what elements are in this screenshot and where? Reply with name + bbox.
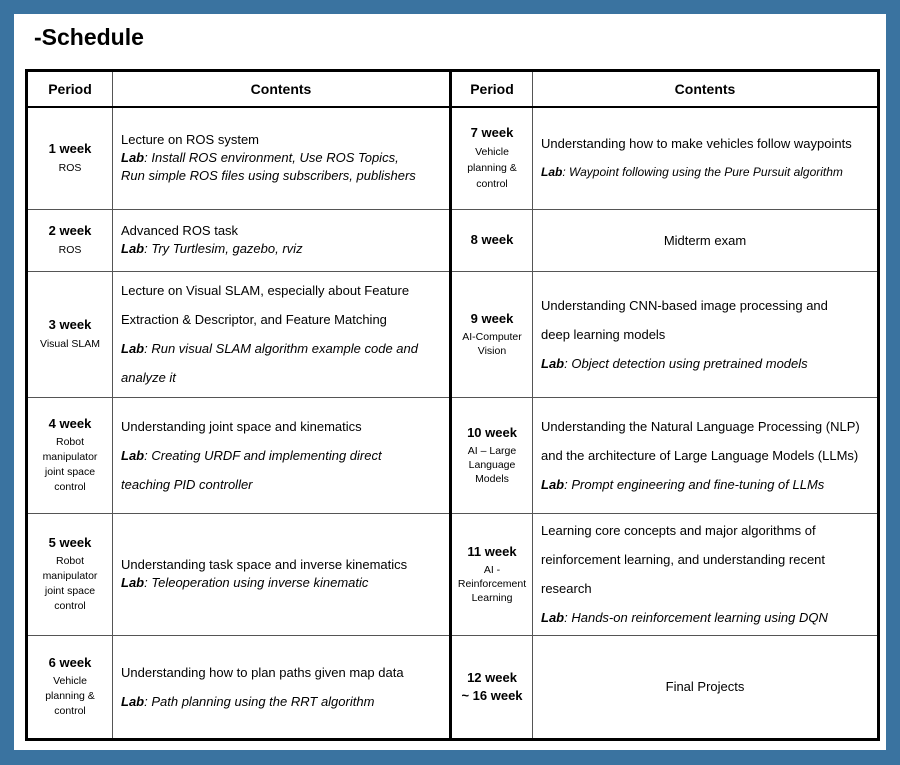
lab-tag: Lab [121, 447, 145, 463]
topic-label: Vision [477, 345, 507, 357]
lecture-text: Understanding joint space and kinematics [121, 418, 362, 434]
lab-text: Lab: Waypoint following using the Pure Pursuit algorithm [541, 165, 843, 180]
topic-label: control [54, 705, 86, 717]
lab-text: teaching PID controller [121, 476, 253, 492]
lab-tag: Lab [541, 476, 565, 492]
lab-text: Lab: Prompt engineering and fine-tuning of LLMs [541, 476, 825, 492]
lecture-text: Extraction & Descriptor, and Feature Matching [121, 312, 387, 327]
lecture-text: deep learning models [541, 326, 666, 342]
period-cell [451, 513, 533, 635]
table-row [27, 271, 879, 397]
table-row [27, 397, 879, 513]
lab-text: Lab: Creating URDF and implementing direct [121, 447, 382, 463]
lab-text: Lab: Install ROS environment, Use ROS Topics, [121, 150, 399, 166]
period-cell [27, 209, 113, 271]
week-label: 12 week [467, 669, 517, 685]
topic-label: control [54, 600, 86, 612]
contents-cell: Final Projects [533, 635, 879, 739]
lab-text: Lab: Path planning using the RRT algorithm [121, 693, 375, 709]
week-label: 3 week [48, 317, 92, 332]
topic-label: Learning [471, 592, 513, 604]
lecture-text: reinforcement learning, and understanding recent [541, 552, 826, 567]
lab-tag: Lab [541, 355, 565, 371]
table-row [27, 107, 879, 209]
period-cell [451, 271, 533, 397]
table-row [27, 513, 879, 635]
lab-tag: Lab [121, 150, 145, 166]
contents-header: Contents [113, 71, 451, 108]
topic-label: Robot [55, 436, 85, 448]
topic-label: AI-Computer [462, 331, 522, 343]
lab-tag: Lab [121, 693, 145, 709]
topic-label: Visual SLAM [40, 338, 100, 350]
topic-label: joint space [44, 466, 96, 478]
period-cell [451, 635, 533, 739]
lecture-text: Understanding how to make vehicles follow waypoints [541, 136, 852, 152]
contents-cell [533, 397, 879, 513]
lab-text: Run simple ROS files using subscribers, publishers [121, 168, 416, 184]
week-label: 1 week [48, 141, 92, 157]
contents-cell [113, 397, 451, 513]
contents-cell [113, 209, 451, 271]
lab-text: Lab: Try Turtlesim, gazebo, rviz [121, 241, 303, 256]
lab-tag: Lab [121, 241, 145, 256]
lecture-text: Understanding how to plan paths given map data [121, 664, 404, 680]
topic-label: Robot [55, 555, 85, 567]
contents-cell: Midterm exam [533, 209, 879, 271]
contents-cell [113, 271, 451, 397]
lecture-text: Understanding task space and inverse kinematics [121, 557, 408, 572]
period-header: Period [451, 71, 533, 108]
contents-cell [113, 635, 451, 739]
week-label: 2 week [48, 223, 92, 238]
lecture-text: Understanding CNN-based image processing and [541, 297, 828, 313]
lecture-text: Advanced ROS task [121, 223, 239, 238]
lecture-text: research [541, 581, 592, 596]
contents-cell [113, 107, 451, 209]
week-label: 6 week [48, 655, 92, 670]
lecture-text: and the architecture of Large Language Models (LLMs) [541, 447, 859, 463]
topic-label: planning & [467, 162, 517, 175]
contents-header: Contents [533, 71, 879, 108]
lab-text: Lab: Teleoperation using inverse kinematic [121, 575, 369, 590]
lab-text: Lab: Run visual SLAM algorithm example code and [121, 341, 418, 356]
lab-tag: Lab [541, 610, 565, 625]
lecture-text: Learning core concepts and major algorithms of [541, 523, 816, 538]
topic-label: ROS [58, 244, 82, 256]
period-cell [27, 513, 113, 635]
topic-label: ROS [58, 162, 82, 175]
week-label: 10 week [467, 425, 517, 440]
topic-label: AI - [483, 564, 501, 576]
topic-label: AI – Large [467, 445, 517, 457]
period-cell [27, 271, 113, 397]
week-label: 5 week [48, 535, 92, 550]
week-label: 11 week [467, 544, 517, 559]
week-label: 4 week [48, 416, 92, 431]
week-label: ~ 16 week [461, 687, 523, 703]
lab-tag: Lab [121, 575, 145, 590]
topic-label: manipulator [42, 570, 98, 582]
topic-label: manipulator [42, 451, 98, 463]
week-label: 7 week [470, 125, 514, 141]
topic-label: control [476, 178, 508, 191]
contents-cell [533, 513, 879, 635]
period-cell [451, 107, 533, 209]
page-title: -Schedule [34, 24, 144, 50]
period-cell [27, 397, 113, 513]
contents-cell [533, 107, 879, 209]
topic-label: joint space [44, 585, 96, 597]
topic-label: Reinforcement [457, 578, 527, 590]
topic-label: Language [468, 459, 516, 471]
lab-text: analyze it [121, 370, 176, 385]
period-cell [451, 209, 533, 271]
topic-label: Models [475, 473, 509, 485]
period-cell [451, 397, 533, 513]
week-label: 9 week [470, 311, 514, 326]
lab-tag: Lab [541, 165, 563, 180]
lab-tag: Lab [121, 341, 145, 356]
contents-cell [533, 271, 879, 397]
table-row [27, 635, 879, 739]
week-label: 8 week [470, 232, 514, 247]
period-cell [27, 635, 113, 739]
period-header: Period [27, 71, 113, 108]
contents-cell [113, 513, 451, 635]
lecture-text: Lecture on ROS system [121, 132, 259, 148]
period-cell [27, 107, 113, 209]
topic-label: planning & [45, 690, 95, 702]
lab-text: Lab: Object detection using pretrained models [541, 355, 808, 371]
topic-label: Vehicle [53, 675, 87, 687]
topic-label: Vehicle [475, 146, 509, 159]
slide-frame [14, 14, 886, 750]
lecture-text: Lecture on Visual SLAM, especially about Feature [121, 283, 410, 298]
lecture-text: Understanding the Natural Language Processing (NLP) [541, 418, 860, 434]
table-header-row [27, 71, 879, 108]
table-row [27, 209, 879, 271]
lab-text: Lab: Hands-on reinforcement learning using DQN [541, 610, 828, 625]
topic-label: control [54, 481, 86, 493]
schedule-table [25, 69, 880, 741]
